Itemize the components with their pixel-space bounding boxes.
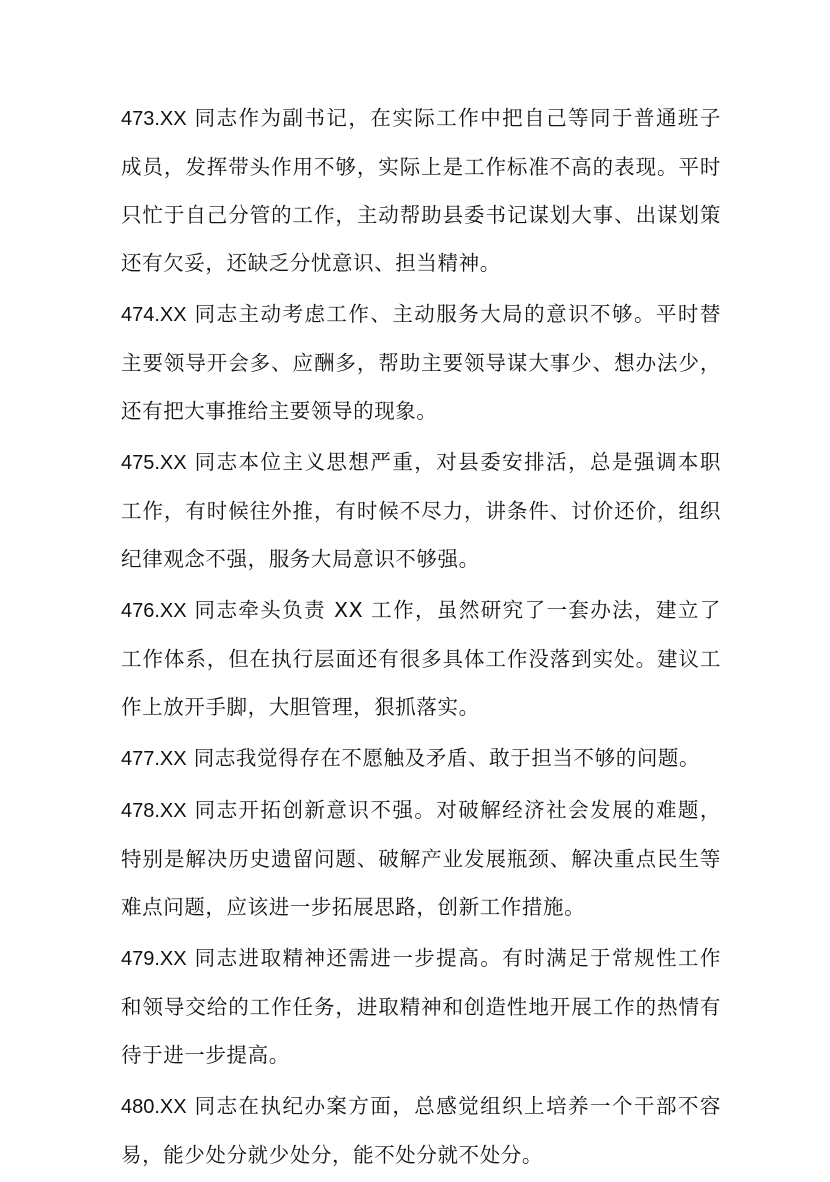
paragraph-473 [121, 94, 721, 287]
paragraph-474 [121, 290, 721, 435]
paragraph-480 [121, 1082, 721, 1179]
item-text: 同志牵头负责 XX 工作，虽然研究了一套办法，建立了工作体系，但在执行层面还有很多具体工作没落到实处。建议工作上放开手脚，大胆管理，狠抓落实。 [121, 598, 721, 719]
item-text: 同志进取精神还需进一步提高。有时满足于常规性工作和领导交给的工作任务，进取精神和创造性地开展工作的热情有待于进一步提高。 [121, 946, 721, 1067]
paragraph-476 [121, 586, 721, 731]
item-text: 同志开拓创新意识不强。对破解经济社会发展的难题，特别是解决历史遗留问题、破解产业发展瓶颈、解决重点民生等难点问题，应该进一步拓展思路，创新工作措施。 [121, 798, 721, 919]
paragraph-478 [121, 786, 721, 931]
item-text: 同志我觉得存在不愿触及矛盾、敢于担当不够的问题。 [186, 746, 701, 770]
paragraph-479 [121, 934, 721, 1079]
item-number: 473.XX [121, 108, 187, 130]
item-number: 477.XX [121, 748, 187, 770]
item-number: 476.XX [121, 600, 187, 622]
item-number: 474.XX [121, 304, 187, 326]
item-number: 478.XX [121, 800, 187, 822]
item-text: 同志作为副书记，在实际工作中把自己等同于普通班子成员，发挥带头作用不够，实际上是工作标准不高的表现。平时只忙于自己分管的工作，主动帮助县委书记谋划大事、出谋划策还有欠妥，还缺乏分忧意识、担当精神。 [121, 106, 721, 275]
item-number: 479.XX [121, 948, 187, 970]
paragraph-477 [121, 734, 721, 783]
item-number: 480.XX [121, 1096, 187, 1118]
item-text: 同志在执纪办案方面，总感觉组织上培养一个干部不容易，能少处分就少处分，能不处分就不处分。 [121, 1094, 721, 1167]
item-text: 同志本位主义思想严重，对县委安排活，总是强调本职工作，有时候往外推，有时候不尽力，讲条件、讨价还价，组织纪律观念不强，服务大局意识不够强。 [121, 450, 721, 571]
item-text: 同志主动考虑工作、主动服务大局的意识不够。平时替主要领导开会多、应酬多，帮助主要领导谋大事少、想办法少，还有把大事推给主要领导的现象。 [121, 302, 721, 423]
item-number: 475.XX [121, 452, 187, 474]
document-body [121, 94, 721, 1182]
paragraph-475 [121, 438, 721, 583]
